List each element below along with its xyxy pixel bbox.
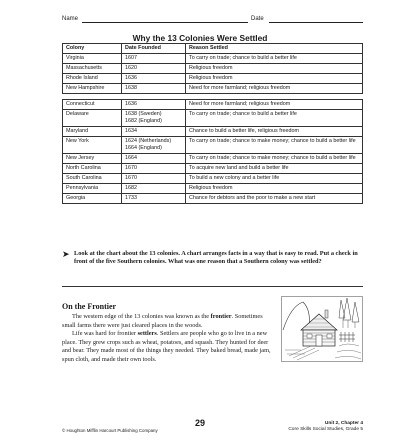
frontier-paragraph-1: The western edge of the 13 colonies was known as the frontier. Sometimes small farms there were just cleared places in the woods.: [62, 313, 263, 329]
cell-colony: New York: [63, 137, 122, 154]
cell-colony: Georgia: [63, 194, 122, 204]
question-text: Look at the chart about the 13 colonies. A chart arranges facts in a way that is easy to read. Put a check in front of the five Southern colonies. What was one reason that a Southern colony was settled?: [74, 250, 358, 266]
cell-reason-settled: To build a new colony and a better life: [186, 174, 363, 184]
cell-date-founded: 1670: [122, 174, 186, 184]
cell-date-founded: 1682: [122, 184, 186, 194]
name-label: Name: [62, 16, 79, 22]
cell-date-founded: 1636: [122, 100, 186, 110]
term-frontier: frontier: [210, 313, 232, 320]
cell-date-founded: 1636: [122, 74, 186, 84]
table-row: [63, 110, 363, 127]
cell-reason-settled: Need for more farmland; religious freedom: [186, 100, 363, 110]
cell-date-founded: 1638 (Sweden) 1682 (England): [122, 110, 186, 127]
cell-colony: Maryland: [63, 127, 122, 137]
frontier-cabin-illustration: [281, 296, 363, 362]
cell-colony: South Carolina: [63, 174, 122, 184]
answer-line[interactable]: [62, 286, 363, 287]
cell-colony: Rhode Island: [63, 74, 122, 84]
cell-reason-settled: Religious freedom: [186, 184, 363, 194]
cell-reason-settled: To carry on trade; chance to make money; chance to build a better life: [186, 154, 363, 164]
cell-colony: Connecticut: [63, 100, 122, 110]
cell-colony: New Hampshire: [63, 84, 122, 94]
table-row: [63, 127, 363, 137]
cell-date-founded: 1634: [122, 127, 186, 137]
table-row: [63, 164, 363, 174]
cell-date-founded: 1670: [122, 164, 186, 174]
cell-date-founded: 1664: [122, 154, 186, 164]
header-date-founded: Date Founded: [122, 44, 186, 54]
cell-reason-settled: To carry on trade; chance to make money; chance to build a better life: [186, 137, 363, 154]
cell-date-founded: 1620: [122, 64, 186, 74]
table-row: [63, 194, 363, 204]
table-header-row: [63, 44, 363, 54]
header-colony: Colony: [63, 44, 122, 54]
table-row: [63, 100, 363, 110]
frontier-passage: [62, 313, 274, 365]
date-line[interactable]: [269, 22, 363, 23]
cell-reason-settled: Need for more farmland; religious freedom: [186, 84, 363, 94]
table-row: [63, 64, 363, 74]
cell-reason-settled: To carry on trade; chance to build a better life: [186, 110, 363, 127]
unit-info: [288, 421, 363, 433]
cell-reason-settled: Chance for debtors and the poor to make a new start: [186, 194, 363, 204]
unit-chapter: Unit 2, Chapter 4: [324, 421, 363, 426]
cell-colony: New Jersey: [63, 154, 122, 164]
arrow-bullet-icon: ➤: [62, 250, 70, 260]
page-number: 29: [194, 418, 205, 428]
table-row: [63, 137, 363, 154]
cell-colony: Pennsylvania: [63, 184, 122, 194]
cell-date-founded: 1607: [122, 54, 186, 64]
cell-colony: Delaware: [63, 110, 122, 127]
table-row: [63, 154, 363, 164]
cell-date-founded: 1733: [122, 194, 186, 204]
cell-colony: Virginia: [63, 54, 122, 64]
cell-date-founded: 1624 (Netherlands) 1664 (England): [122, 137, 186, 154]
table-row: [63, 84, 363, 94]
page-title: Why the 13 Colonies Were Settled: [132, 33, 268, 43]
table-row: [63, 184, 363, 194]
header-reason-settled: Reason Settled: [186, 44, 363, 54]
cell-reason-settled: To acquire new land and build a better life: [186, 164, 363, 174]
name-line[interactable]: [82, 22, 248, 23]
cell-date-founded: 1638: [122, 84, 186, 94]
cell-reason-settled: Religious freedom: [186, 74, 363, 84]
section-heading: On the Frontier: [62, 302, 117, 311]
cell-reason-settled: Religious freedom: [186, 64, 363, 74]
date-label: Date: [251, 16, 264, 22]
cell-colony: North Carolina: [63, 164, 122, 174]
copyright-text: © Houghton Mifflin Harcourt Publishing Company: [62, 428, 158, 433]
cell-reason-settled: Chance to build a better life, religious freedom: [186, 127, 363, 137]
course-name: Core Skills Social Studies, Grade 5: [288, 427, 363, 432]
table-row: [63, 174, 363, 184]
colonies-table: [62, 43, 363, 204]
frontier-paragraph-2: Life was hard for frontier settlers. Settlers are people who go to live in a new place. They grew crops such as wheat, potatoes, and squash. They hunted for deer and bear. They made most of the things they needed. They baked bread, made jam, spun cloth, and made their own tools.: [62, 330, 271, 363]
term-settlers: settlers: [137, 330, 157, 338]
table-row: [63, 74, 363, 84]
table-row: [63, 54, 363, 64]
cell-reason-settled: To carry on trade; chance to build a better life: [186, 54, 363, 64]
cell-colony: Massachusetts: [63, 64, 122, 74]
